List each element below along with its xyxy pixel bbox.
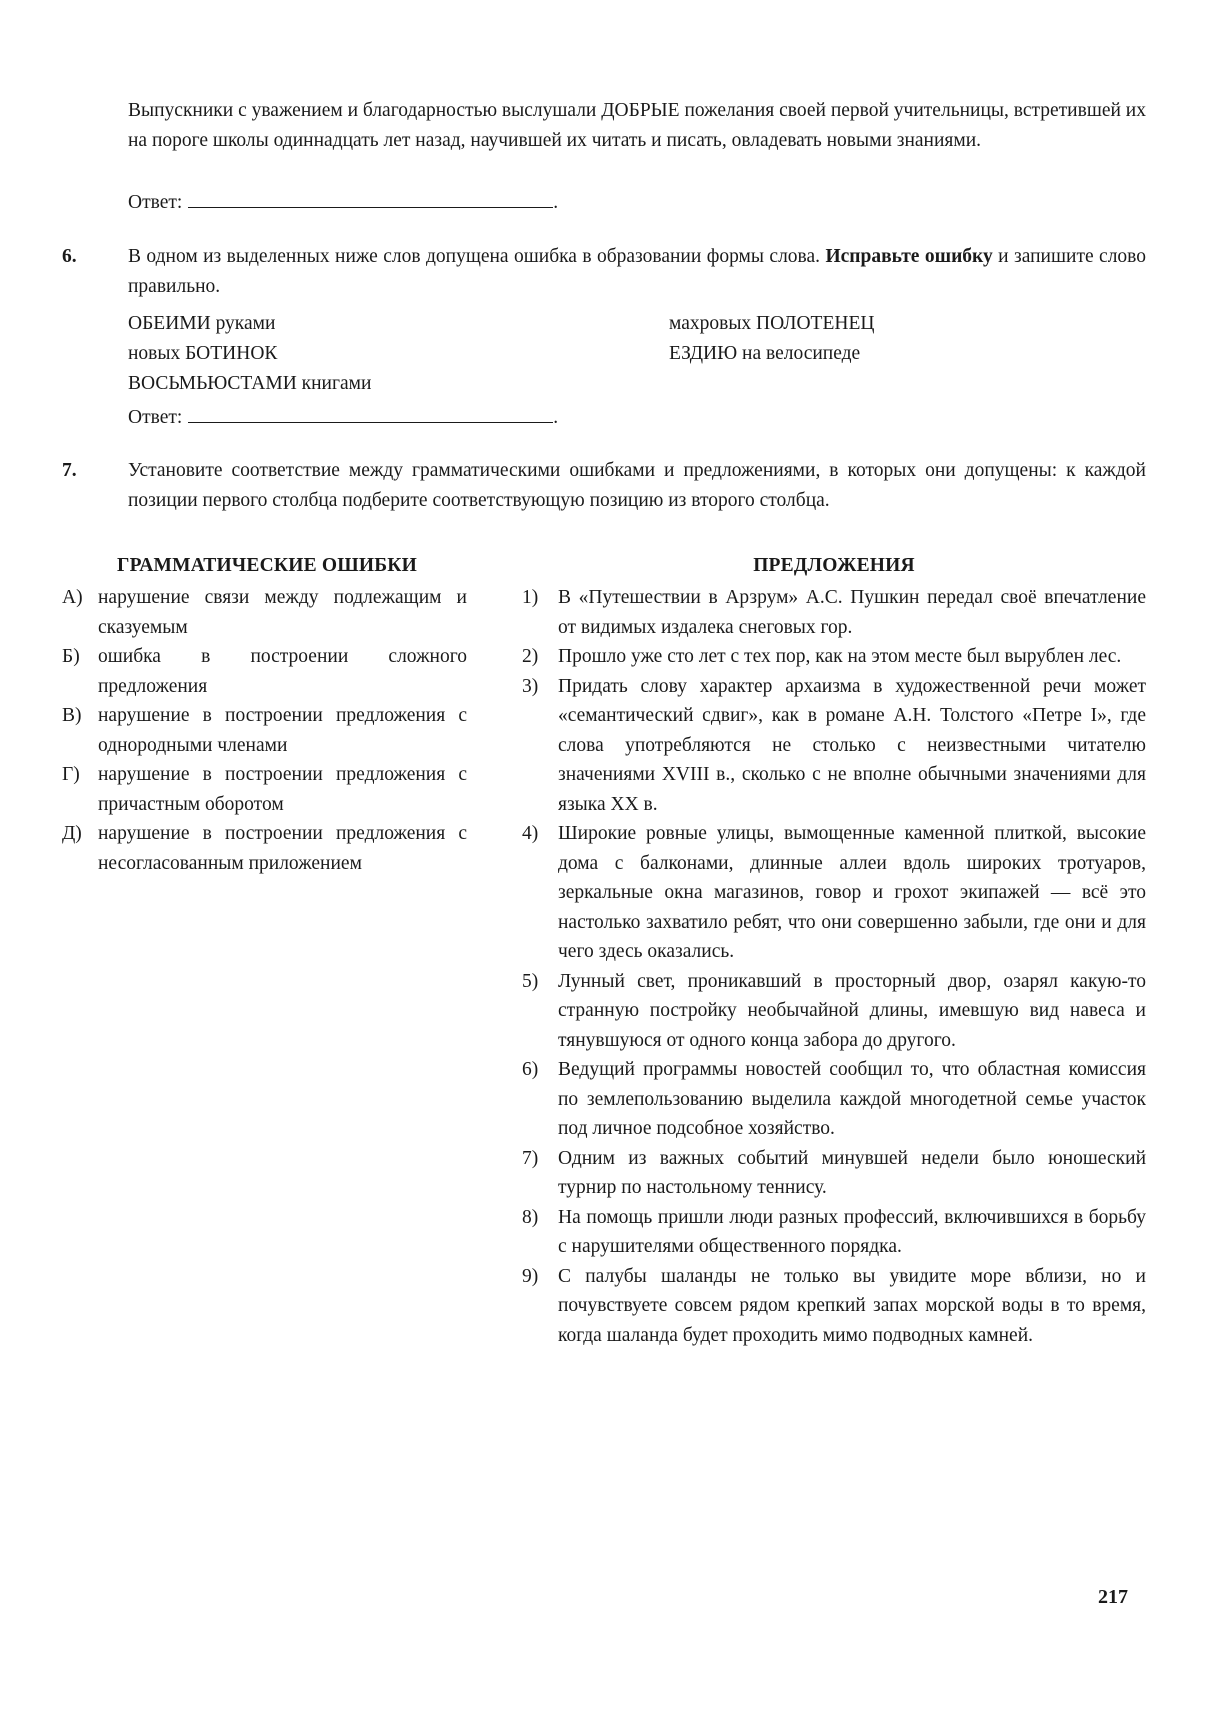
error-item — [62, 760, 467, 819]
sentence-item — [522, 1203, 1146, 1262]
page-number: 217 — [1098, 1586, 1128, 1608]
task6-answer: Ответ: . — [128, 400, 558, 433]
sentence-item — [522, 672, 1146, 820]
sentence-item — [522, 1262, 1146, 1351]
word-item: ВОСЬМЬЮСТАМИ книгами — [128, 373, 372, 394]
item-label: 8) — [522, 1206, 539, 1228]
item-text: Широкие ровные улицы, вымощенные каменной плиткой, высокие дома с балконами, длинные аллеи вдоль широких тротуаров, зеркальные окна магазинов, говор и грохот экипажей — всё это настолько захватило ребят, что они совершенно забыли, где они и для чего здесь оказались. — [558, 823, 1146, 962]
task6-words-left — [128, 309, 371, 399]
task6-intro-tail: и запишите слово правильно. — [128, 246, 1146, 297]
error-item — [62, 642, 467, 701]
item-text: В «Путешествии в Арзрум» А.С. Пушкин передал своё впечатление от видимых издалека снеговых гор. — [558, 587, 1146, 638]
answer-line[interactable] — [188, 185, 553, 208]
word-item: ЕЗДИЮ на велосипеде — [669, 343, 861, 364]
sentences-list — [522, 583, 1146, 1350]
sentence-item — [522, 1055, 1146, 1144]
item-label: 7) — [522, 1147, 539, 1169]
item-text: Лунный свет, проникавший в просторный двор, озарял какую-то странную постройку необычайной длины, имевшую вид навеса и тянувшуюся от одного конца забора до другого. — [558, 970, 1146, 1051]
item-label: А) — [62, 587, 83, 608]
task6-words-right — [669, 309, 874, 369]
item-label: Д) — [62, 823, 82, 844]
item-label: 5) — [522, 970, 539, 992]
item-text: Прошло уже сто лет с тех пор, как на этом месте был вырублен лес. — [558, 646, 1122, 667]
item-label: 2) — [522, 646, 539, 667]
item-label: 9) — [522, 1265, 539, 1287]
item-text: На помощь пришли люди разных профессий, включившихся в борьбу с нарушителями общественного порядка. — [558, 1206, 1146, 1257]
sentence-item — [522, 583, 1146, 642]
item-text: нарушение в построении предложения с несогласованным приложением — [98, 823, 467, 874]
item-text: нарушение связи между подлежащим и сказуемым — [98, 587, 467, 638]
item-text: нарушение в построении предложения с причастным оборотом — [98, 764, 467, 815]
answer-label: Ответ: — [128, 192, 183, 213]
item-text: нарушение в построении предложения с однородными членами — [98, 705, 467, 756]
error-item — [62, 701, 467, 760]
error-item — [62, 819, 467, 878]
task6-intro-text: В одном из выделенных ниже слов допущена ошибка в образовании формы слова. — [128, 246, 826, 267]
word-item: новых БОТИНОК — [128, 343, 278, 364]
sentence-item — [522, 967, 1146, 1056]
task7-number: 7. — [62, 460, 77, 481]
item-label: Б) — [62, 646, 80, 667]
task6-number: 6. — [62, 246, 77, 267]
word-item: ОБЕИМИ руками — [128, 313, 276, 334]
error-item — [62, 583, 467, 642]
item-text: С палубы шаланды не только вы увидите море вблизи, но и почувствуете совсем рядом крепкий запах морской воды в то время, когда шаланда будет проходить мимо подводных камней. — [558, 1265, 1146, 1346]
task7-intro: Установите соответствие между грамматическими ошибками и предложениями, в которых они допущены: к каждой позиции первого столбца подберите соответствующую позицию из второго столбца. — [128, 460, 1146, 511]
errors-column-header: ГРАММАТИЧЕСКИЕ ОШИБКИ — [117, 555, 417, 576]
sentence-item — [522, 1144, 1146, 1203]
item-label: В) — [62, 705, 82, 726]
answer-label: Ответ: — [128, 407, 183, 428]
item-text: Одним из важных событий минувшей недели было юношеский турнир по настольному теннису. — [558, 1147, 1146, 1198]
task6-intro-bold: Исправьте ошибку — [825, 246, 993, 267]
task5-sentence: Выпускники с уважением и благодарностью выслушали ДОБРЫЕ пожелания своей первой учительницы, встретившей их на пороге школы одиннадцать лет назад, научившей их читать и писать, овладевать новыми знаниями. — [128, 100, 1146, 151]
item-label: 3) — [522, 675, 539, 697]
sentence-item — [522, 642, 1146, 672]
task6-intro — [128, 242, 1146, 301]
errors-list — [62, 583, 467, 878]
task5-answer: Ответ: . — [128, 185, 558, 218]
item-text: Ведущий программы новостей сообщил то, что областная комиссия по землепользованию выделила каждой многодетной семье участок под личное подсобное хозяйство. — [558, 1059, 1146, 1139]
sentences-column-header: ПРЕДЛОЖЕНИЯ — [753, 555, 915, 576]
item-label: 1) — [522, 587, 539, 608]
answer-line[interactable] — [188, 400, 553, 423]
item-label: 6) — [522, 1059, 539, 1080]
word-item: махровых ПОЛОТЕНЕЦ — [669, 313, 875, 334]
item-label: Г) — [62, 764, 80, 785]
item-text: Придать слову характер архаизма в художественной речи может «семантический сдвиг», как в романе А.Н. Толстого «Петре I», где слова употребляются не столько с неизвестными читателю значениями XVIII в., сколько с не вполне обычными значениями для языка XX в. — [558, 675, 1146, 815]
item-text: ошибка в построении сложного предложения — [98, 646, 467, 697]
item-label: 4) — [522, 823, 539, 844]
sentence-item — [522, 819, 1146, 967]
